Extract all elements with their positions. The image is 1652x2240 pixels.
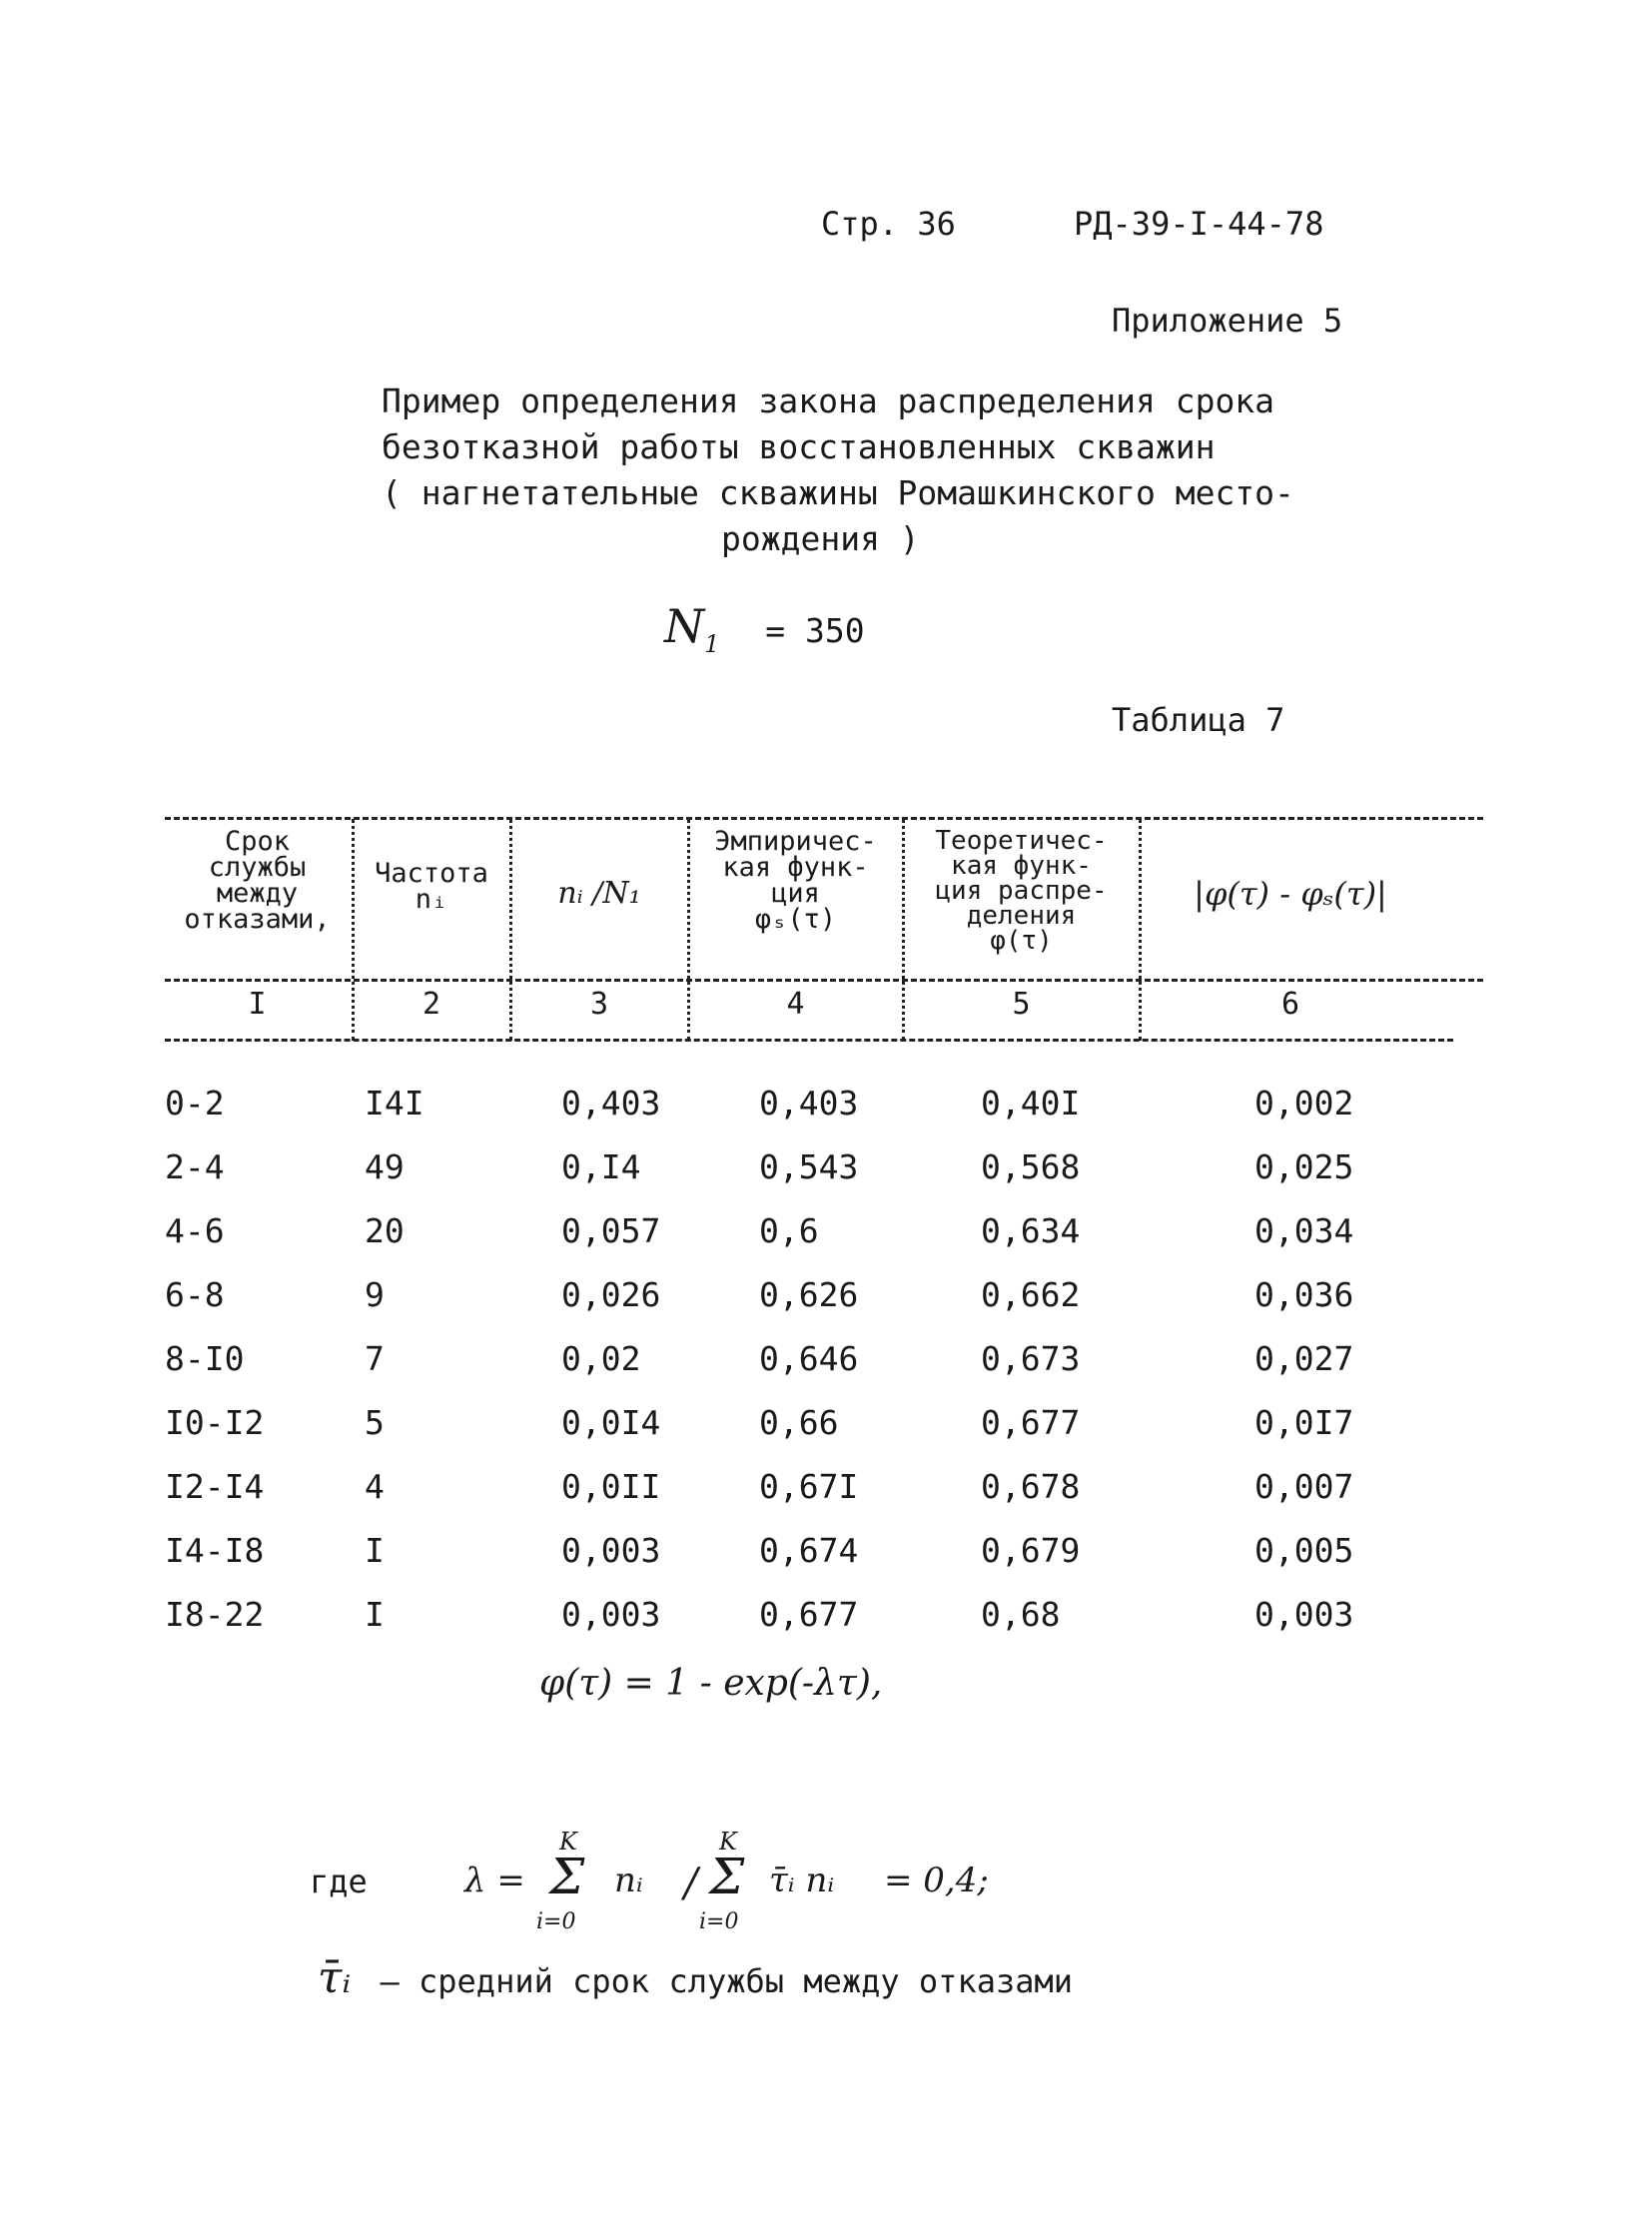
table-cell-col-6: 0,007	[1254, 1467, 1354, 1506]
definition-line	[318, 1952, 1073, 2003]
table-cell-col-5: 0,40I	[981, 1084, 1081, 1122]
n-symbol: N	[664, 599, 705, 653]
header-service-life: Срок службы между отказами,	[184, 826, 331, 935]
page-number: Стр. 36	[821, 205, 956, 243]
table-cell-col-3: 0,0II	[561, 1467, 661, 1506]
header-ratio: nᵢ /N₁	[557, 876, 641, 911]
column-number-6: 6	[1280, 987, 1300, 1022]
header-difference: |φ(τ) - φₛ(τ)|	[1194, 875, 1387, 913]
table-cell-col-6: 0,0I7	[1254, 1403, 1354, 1442]
table-cell-col-2: 4	[365, 1467, 385, 1506]
appendix-label: Приложение 5	[1112, 302, 1343, 340]
table-caption: Таблица 7	[1112, 701, 1285, 739]
column-number-4: 4	[786, 987, 805, 1022]
table-cell-col-6: 0,036	[1254, 1275, 1354, 1314]
table-rule-numbers	[165, 1039, 1453, 1042]
where-label: где	[310, 1863, 368, 1900]
lambda-lhs: λ =	[464, 1861, 525, 1900]
table-cell-col-4: 0,67I	[759, 1467, 859, 1506]
table-cell-col-1: 8-I0	[165, 1339, 245, 1378]
sum2-lower: i=0	[699, 1909, 739, 1934]
table-cell-col-3: 0,02	[561, 1339, 641, 1378]
table-cell-col-6: 0,034	[1254, 1211, 1354, 1250]
table-cell-col-6: 0,027	[1254, 1339, 1354, 1378]
column-number-1: I	[248, 987, 267, 1022]
sum2-sigma-icon: Σ	[709, 1848, 745, 1905]
tau-symbol: τ̄ᵢ	[318, 1952, 352, 2003]
table-cell-col-5: 0,677	[981, 1403, 1081, 1442]
definition-text: – средний срок службы между отказами	[380, 1962, 1074, 2000]
table-cell-col-2: 9	[365, 1275, 385, 1314]
table-cell-col-1: 6-8	[165, 1275, 225, 1314]
table-cell-col-3: 0,057	[561, 1211, 661, 1250]
table-cell-col-2: 7	[365, 1339, 385, 1378]
table-cell-col-1: I2-I4	[165, 1467, 265, 1506]
document-code: РД-39-I-44-78	[1074, 205, 1324, 243]
table-cell-col-2: I4I	[365, 1084, 424, 1122]
table-cell-col-3: 0,003	[561, 1595, 661, 1634]
table-cell-col-1: I4-I8	[165, 1531, 265, 1570]
table-cell-col-3: 0,003	[561, 1531, 661, 1570]
n-value: = 350	[765, 611, 865, 650]
table-cell-col-1: I0-I2	[165, 1403, 265, 1442]
header-empirical: Эмпиричес- кая функ- ция φₛ(τ)	[714, 826, 877, 935]
title-line-1: Пример определения закона распределения срока	[382, 381, 1275, 420]
lambda-denominator: τ̄ᵢ nᵢ	[769, 1861, 835, 1900]
table-cell-col-2: I	[365, 1595, 385, 1634]
table-cell-col-2: 49	[365, 1147, 405, 1186]
column-number-3: 3	[589, 987, 609, 1022]
table-cell-col-4: 0,6	[759, 1211, 819, 1250]
table-cell-col-5: 0,679	[981, 1531, 1081, 1570]
table-cell-col-4: 0,677	[759, 1595, 859, 1634]
table-cell-col-6: 0,002	[1254, 1084, 1354, 1122]
table-cell-col-1: 0-2	[165, 1084, 225, 1122]
table-cell-col-6: 0,005	[1254, 1531, 1354, 1570]
lambda-result: = 0,4;	[884, 1861, 989, 1900]
title-line-4: рождения )	[721, 519, 920, 558]
table-cell-col-3: 0,403	[561, 1084, 661, 1122]
n-subscript: 1	[704, 630, 720, 659]
lambda-numerator: nᵢ	[614, 1861, 643, 1900]
header-frequency: Частота nᵢ	[375, 858, 488, 915]
table-cell-col-5: 0,662	[981, 1275, 1081, 1314]
table-cell-col-6: 0,003	[1254, 1595, 1354, 1634]
table-cell-col-1: 4-6	[165, 1211, 225, 1250]
title-line-2: безотказной работы восстановленных скважин	[382, 427, 1216, 466]
table-cell-col-3: 0,I4	[561, 1147, 641, 1186]
table-cell-col-2: 20	[365, 1211, 405, 1250]
n-equation	[664, 599, 865, 658]
table-cell-col-5: 0,673	[981, 1339, 1081, 1378]
table-rule-top	[165, 817, 1483, 820]
table-cell-col-1: 2-4	[165, 1147, 225, 1186]
table-cell-col-4: 0,403	[759, 1084, 859, 1122]
sum1-sigma-icon: Σ	[549, 1848, 585, 1905]
sum1-upper: K	[559, 1828, 577, 1856]
header-theoretical: Теоретичес- кая функ- ция распре- деления φ(τ)	[935, 826, 1108, 956]
table-cell-col-5: 0,68	[981, 1595, 1061, 1634]
table-cell-col-4: 0,626	[759, 1275, 859, 1314]
table-cell-col-3: 0,0I4	[561, 1403, 661, 1442]
table-cell-col-5: 0,568	[981, 1147, 1081, 1186]
table-cell-col-2: I	[365, 1531, 385, 1570]
table-cell-col-5: 0,634	[981, 1211, 1081, 1250]
sum1-lower: i=0	[536, 1909, 576, 1934]
table-cell-col-4: 0,543	[759, 1147, 859, 1186]
lambda-slash: /	[684, 1861, 698, 1906]
sum2-upper: K	[719, 1828, 737, 1856]
table-cell-col-4: 0,674	[759, 1531, 859, 1570]
title-line-3: ( нагнетательные скважины Ромашкинского место-	[382, 473, 1294, 512]
column-number-2: 2	[421, 987, 441, 1022]
table-rule-header	[165, 979, 1483, 982]
table-cell-col-4: 0,66	[759, 1403, 839, 1442]
formula-main: φ(τ) = 1 - exp(-λτ),	[539, 1663, 883, 1704]
lambda-formula	[464, 1828, 1084, 1937]
table-cell-col-4: 0,646	[759, 1339, 859, 1378]
table-cell-col-2: 5	[365, 1403, 385, 1442]
table-cell-col-3: 0,026	[561, 1275, 661, 1314]
table-cell-col-6: 0,025	[1254, 1147, 1354, 1186]
table-cell-col-5: 0,678	[981, 1467, 1081, 1506]
column-number-5: 5	[1012, 987, 1031, 1022]
table-cell-col-1: I8-22	[165, 1595, 265, 1634]
